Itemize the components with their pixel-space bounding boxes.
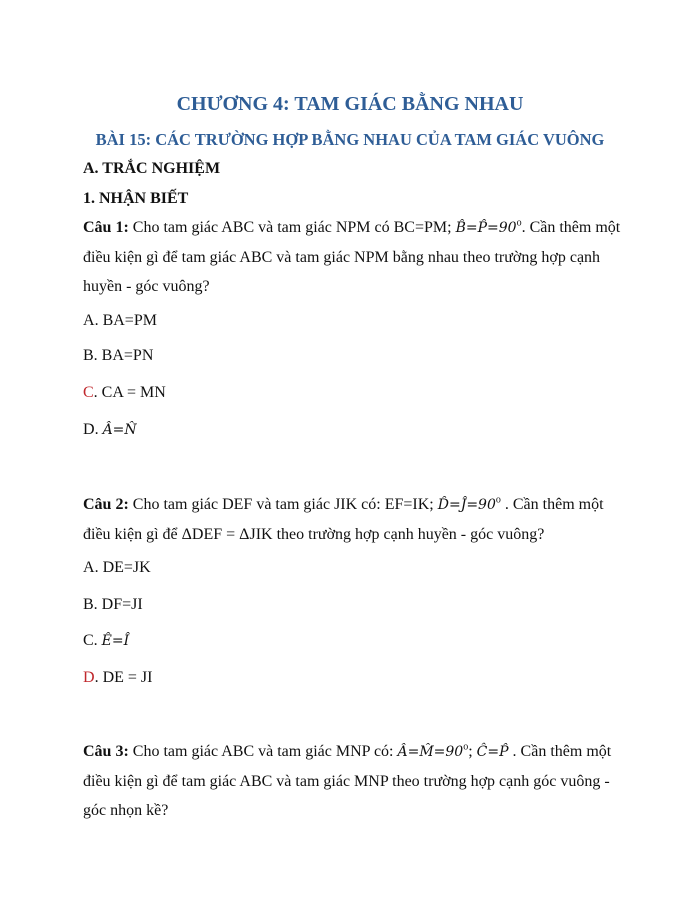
option-letter-correct: D (83, 669, 95, 686)
question-text: Cho tam giác ABC và tam giác MNP có: (128, 743, 398, 760)
lesson-title: BÀI 15: CÁC TRƯỜNG HỢP BẰNG NHAU CỦA TAM GIÁC VUÔNG (95, 130, 605, 149)
option-text: . BA=PM (94, 312, 157, 329)
option-text: . DE = JI (94, 669, 153, 686)
degree-mark: o (463, 741, 469, 753)
question-1 (83, 213, 623, 301)
option-2d[interactable] (83, 668, 152, 688)
question-2 (83, 490, 623, 549)
option-2b[interactable] (83, 595, 143, 615)
question-text: . Cần thêm một điều kiện gì để tam giác ABC và tam giác NPM bằng nhau theo trường hợp cạnh huyền - góc vuông? (83, 219, 621, 295)
option-1c[interactable] (83, 383, 166, 403)
option-text: . (93, 632, 102, 649)
option-text: . BA=PN (93, 347, 154, 364)
math-expression: B̂=P̂=90 (455, 220, 517, 236)
math-expression: Ê=Î (101, 633, 130, 649)
question-text: . Cần thêm một điều kiện gì để tam giác ABC và tam giác MNP theo trường hợp cạnh góc vuông - góc nhọn kề? (83, 743, 612, 819)
degree-mark: o (495, 494, 501, 506)
question-text: ; (468, 743, 477, 760)
option-text: . (94, 421, 103, 438)
chapter-title: CHƯƠNG 4: TAM GIÁC BẰNG NHAU (176, 93, 524, 115)
math-expression: Â=M̂=90 (397, 744, 464, 760)
math-expression: Ĉ=P̂ (476, 744, 509, 760)
option-2a[interactable] (83, 558, 151, 578)
option-letter: D (83, 421, 95, 438)
option-2c[interactable] (83, 631, 129, 651)
section-heading-1: 1. NHẬN BIẾT (83, 190, 189, 207)
question-label: Câu 3: (83, 743, 129, 760)
option-1d[interactable] (83, 420, 137, 440)
option-letter: B (83, 347, 94, 364)
question-3 (83, 737, 623, 825)
section-heading-a: A. TRẮC NGHIỆM (83, 160, 221, 177)
option-letter: A (83, 559, 95, 576)
math-expression: D̂=Ĵ=90 (437, 497, 496, 513)
option-text: . DE=JK (94, 559, 151, 576)
option-letter: C (83, 632, 94, 649)
degree-mark: o (516, 217, 522, 229)
option-1b[interactable] (83, 346, 153, 366)
question-text: . Cần thêm một điều kiện gì để ΔDEF = ΔJIK theo trường hợp cạnh huyền - góc vuông? (83, 496, 604, 543)
option-text: . CA = MN (93, 384, 166, 401)
question-label: Câu 2: (83, 496, 129, 513)
question-text: Cho tam giác DEF và tam giác JIK có: EF=IK; (128, 496, 438, 513)
option-letter-correct: C (83, 384, 94, 401)
question-text: Cho tam giác ABC và tam giác NPM có BC=PM; (128, 219, 456, 236)
option-1a[interactable] (83, 311, 157, 331)
option-letter: A (83, 312, 95, 329)
option-letter: B (83, 596, 94, 613)
math-expression: Â=N̂ (102, 422, 137, 438)
option-text: . DF=JI (93, 596, 143, 613)
question-label: Câu 1: (83, 219, 129, 236)
